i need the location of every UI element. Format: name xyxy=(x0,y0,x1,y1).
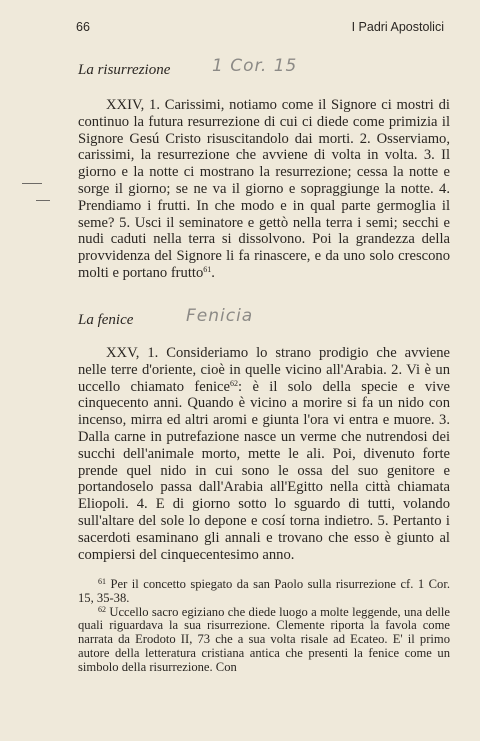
paragraph-xxiv xyxy=(78,97,450,282)
margin-pencil-mark xyxy=(22,183,42,184)
paragraph-xxiv-text: XXIV, 1. Carissimi, notiamo come il Signore ci mostri di continuo la futura resurrezione di cui ci diede come primizia il Signore Gesú Cristo risuscitandolo dai morti. 2. Osserviamo, carissimi, la resurrezione che avviene di volta in volta. 3. Il giorno e la notte ci mostrano la resurrezione; cessa la notte e sorge il giorno; se ne va il giorno e sopraggiunge la notte. 4. Prendiamo i frutti. In che modo e in qual parte germoglia il seme? 5. Usci il seminatore e gettò nella terra i semi; secchi e nudi caduti nella terra si dissolvono. Poi la grandezza della provvidenza del Signore li fa rinascere, e da uno solo crescono molti e portano frutto xyxy=(78,97,450,281)
footnote-ref-61: 61 xyxy=(203,264,212,274)
margin-pencil-mark xyxy=(36,200,50,201)
page-number: 66 xyxy=(76,20,90,34)
paragraph-xxv-text-2: : è il solo della specie e vive cinquecento anni. Quando è vicino a morire si fa un nido con incenso, mirra ed altri aromi e giunta l'ora vi entra e muore. 3. Dalla carne in putrefazione nasce un verme che nutrendosi dei succhi dell'animale morto, mette le ali. Poi, divenuto forte prende quel nido in cui sono le ossa del suo genitore e portandoselo passa dall'Arabia all'Egitto nella città chiamata Eliopoli. 4. E di giorno sotto lo sguardo di tutti, volando sull'altare del sole lo depone e cosí torna indietro. 5. Pertanto i sacerdoti esaminano gli annali e trovano che esso è giunto al compiersi del cinquecentesimo anno. xyxy=(78,378,451,563)
running-head xyxy=(0,20,480,38)
footnotes xyxy=(78,578,450,675)
footnote-text: Uccello sacro egiziano che diede luogo a molte leggende, una delle quali riguardava la sua risurrezione. Clemente riporta la favola come narrata da Erodoto II, 73 che a sua volta risale ad Ecateo. E' il primo autore della letteratura cristiana antica che presenti la fenice come un simbolo della risurrezione. Con xyxy=(78,604,451,674)
section-heading-fenice: La fenice xyxy=(78,312,134,328)
paragraph-xxiv-end: . xyxy=(211,264,215,281)
footnote-text: Per il concetto spiegato da san Paolo sulla risurrezione cf. 1 Cor. 15, 35-38. xyxy=(78,577,450,605)
handwritten-note-fenicia: Fenicia xyxy=(186,306,254,326)
footnote-number: 62 xyxy=(98,604,106,614)
footnote-61 xyxy=(78,578,450,606)
footnote-ref-62: 62 xyxy=(230,378,239,388)
paragraph-xxv-text-1: XXV, 1. Consideriamo lo strano prodigio che avviene nelle terre d'oriente, cioè in quelle vicino all'Arabia. 2. Vi è un uccello chiamato fenice xyxy=(78,345,450,395)
section-heading-risurrezione: La risurrezione xyxy=(78,62,171,78)
paragraph-xxv xyxy=(78,345,450,563)
handwritten-note-1cor15: 1 Cor. 15 xyxy=(212,56,298,76)
footnote-number: 61 xyxy=(98,577,106,586)
running-title: I Padri Apostolici xyxy=(351,20,444,34)
footnote-62 xyxy=(78,606,450,675)
